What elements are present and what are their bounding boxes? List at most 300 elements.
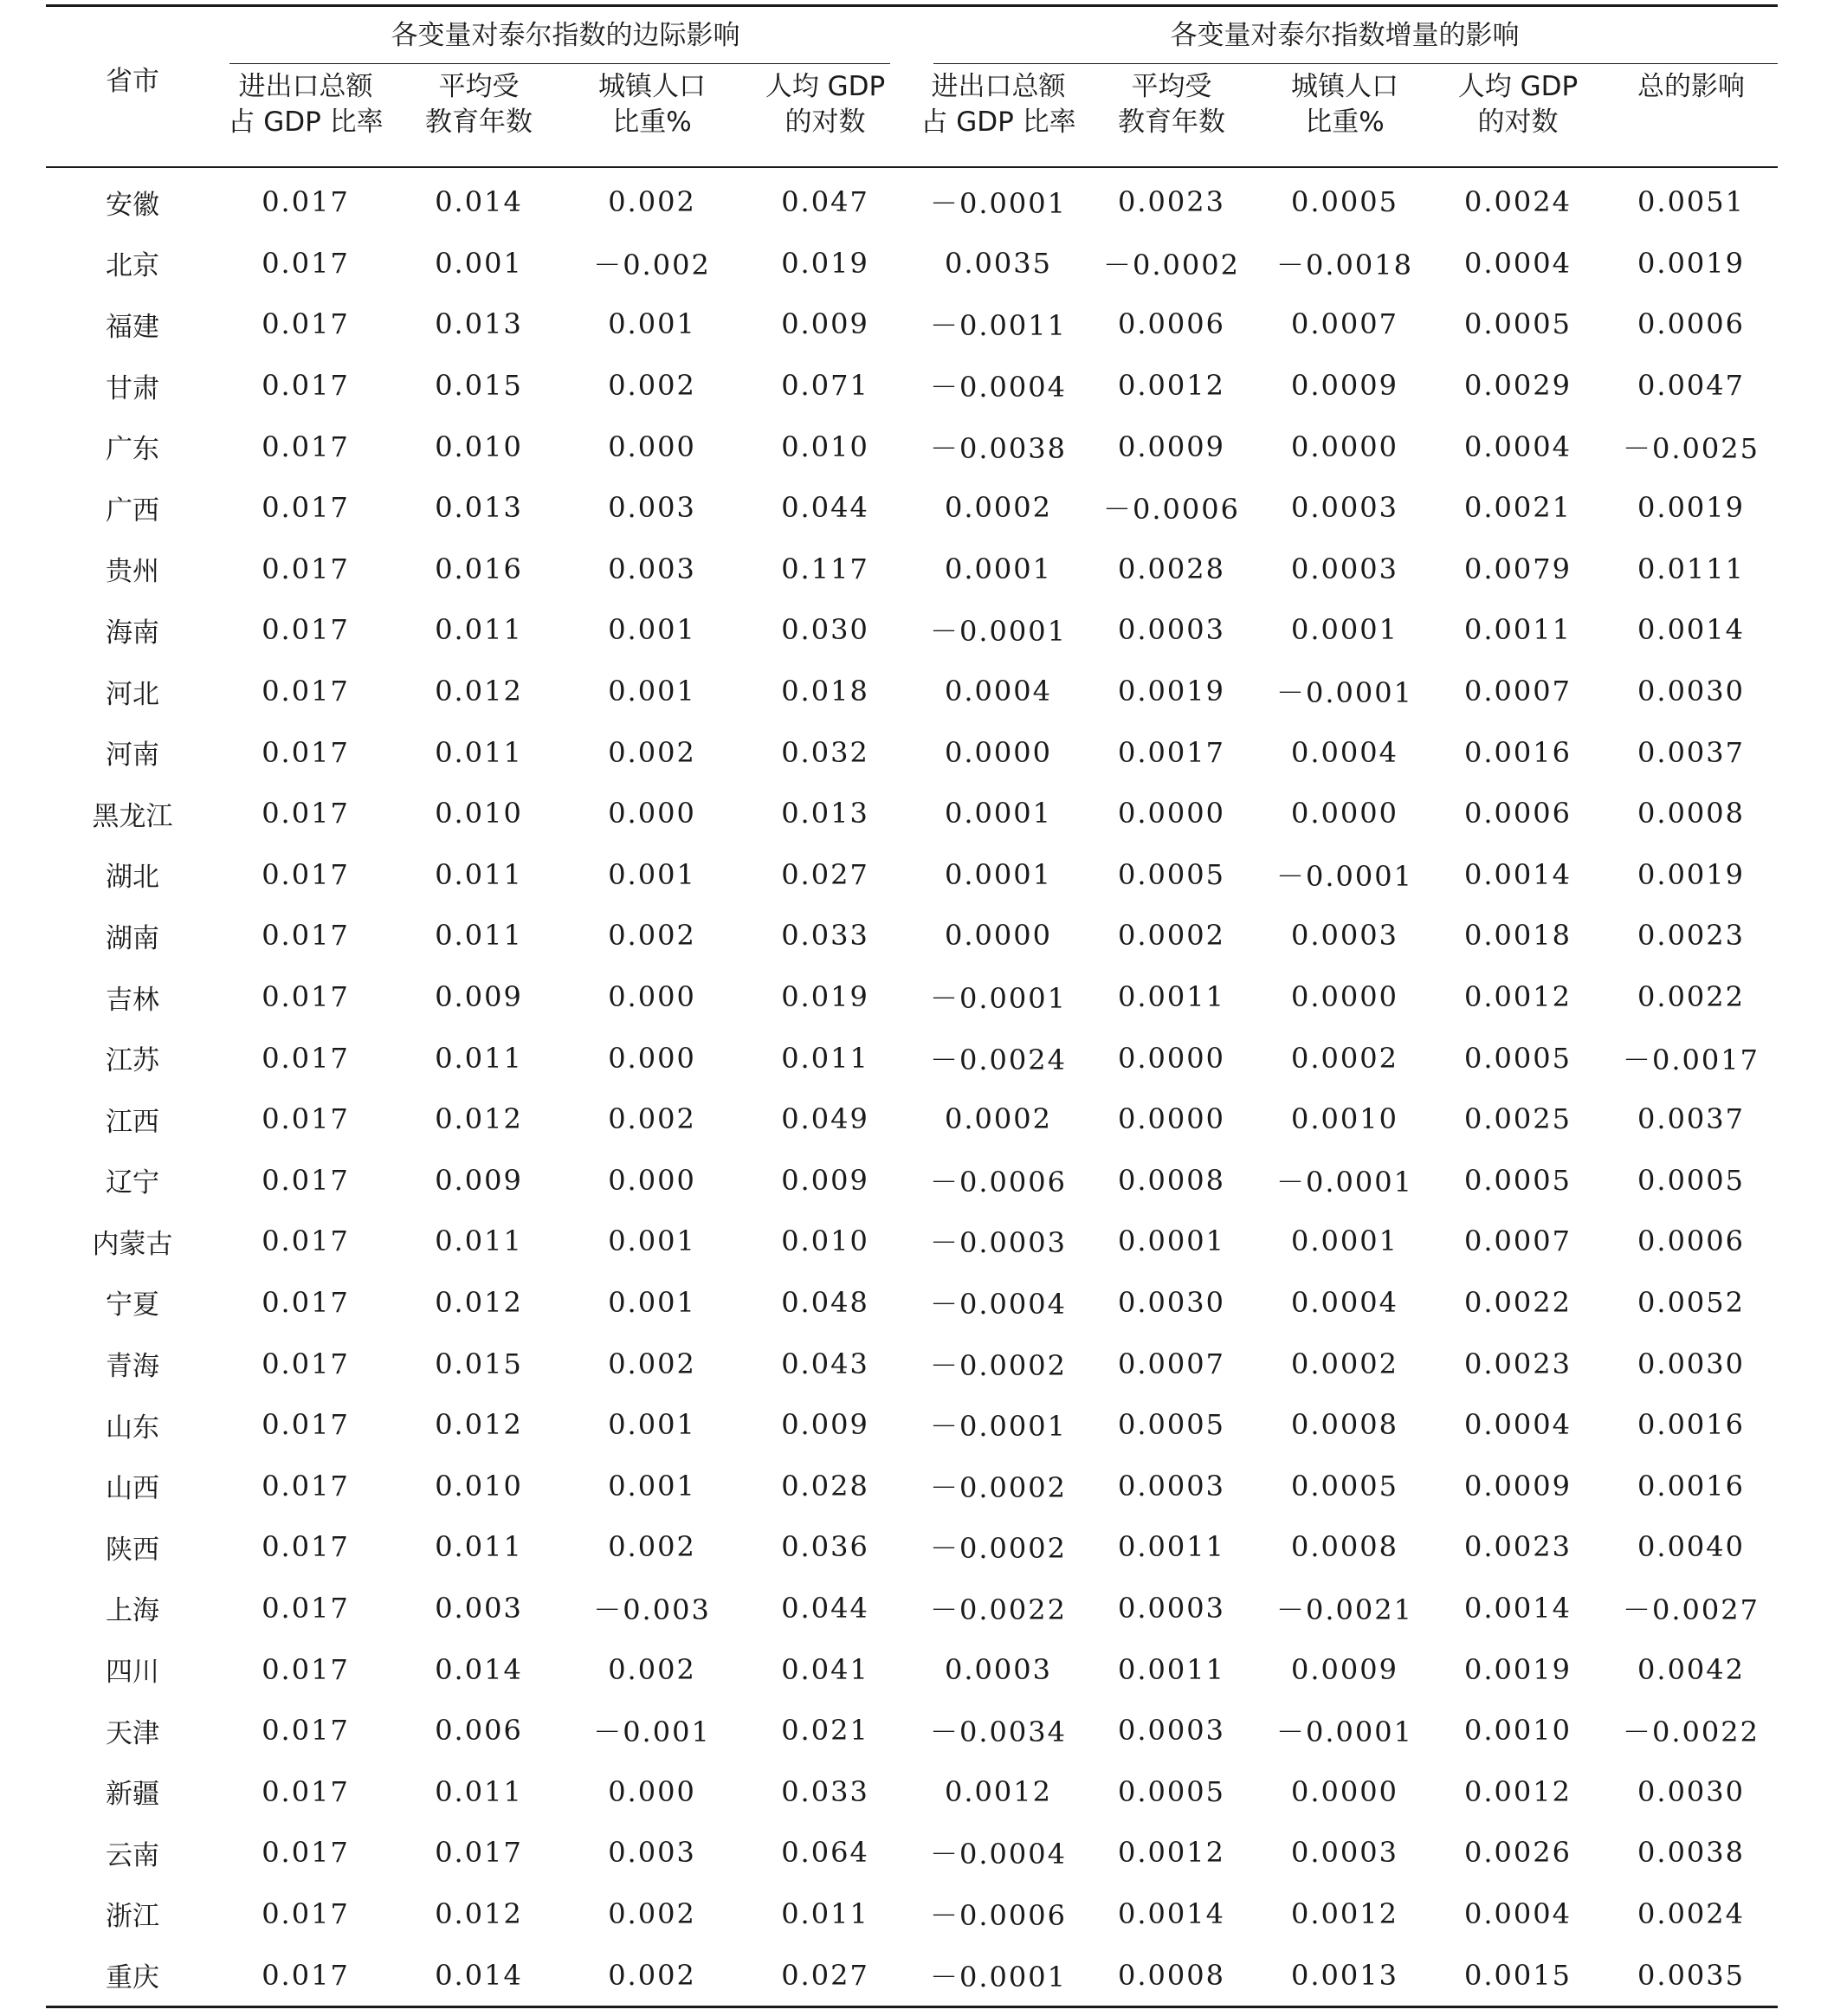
province-cell: 海南 [106, 617, 159, 649]
group-header-increment [912, 6, 1778, 65]
marginal-effect-cell: 0.013 [435, 491, 523, 525]
marginal-effect-cell: 0.017 [262, 552, 350, 585]
column-header-line: 比重% [612, 107, 692, 138]
marginal-effect-cell: 0.001 [435, 246, 523, 280]
marginal-effect-cell: 0.002 [608, 1896, 696, 1930]
marginal-effect-cell: 0.010 [435, 430, 523, 463]
increment-effect-cell: 0.0019 [1637, 246, 1745, 280]
marginal-effect-cell: 0.002 [608, 1102, 696, 1136]
increment-effect-cell: 0.0111 [1637, 552, 1745, 585]
marginal-effect-cell: 0.027 [781, 857, 869, 891]
increment-effect-cell: －0.0001 [1276, 1165, 1413, 1199]
marginal-effect-cell: 0.011 [435, 919, 523, 953]
table-row [46, 477, 1778, 539]
increment-effect-cell: 0.0003 [1291, 1836, 1398, 1870]
marginal-effect-cell: 0.011 [435, 857, 523, 891]
increment-effect-cell: 0.0035 [945, 246, 1052, 280]
increment-effect-cell: 0.0005 [1118, 857, 1225, 891]
increment-effect-cell: 0.0012 [1464, 1774, 1572, 1808]
column-header-increment-5 [1605, 64, 1778, 167]
marginal-effect-cell: 0.019 [781, 246, 869, 280]
increment-effect-cell: 0.0000 [945, 919, 1052, 953]
province-cell: 宁夏 [106, 1289, 159, 1321]
marginal-effect-cell: 0.017 [262, 919, 350, 953]
increment-effect-cell: －0.0006 [930, 1898, 1067, 1932]
increment-effect-cell: －0.0001 [1276, 676, 1413, 710]
increment-effect-cell: －0.0001 [912, 1944, 1085, 2006]
increment-effect-cell: 0.0001 [1291, 613, 1398, 647]
column-header-line: 进出口总额 [238, 71, 373, 102]
increment-effect-cell: 0.0000 [1118, 1102, 1225, 1136]
increment-effect-cell: 0.0001 [945, 797, 1052, 830]
increment-effect-cell: －0.0006 [930, 1165, 1067, 1199]
marginal-effect-cell: 0.032 [781, 735, 869, 769]
table-row [46, 539, 1778, 600]
marginal-effect-cell: 0.017 [262, 1774, 350, 1808]
marginal-effect-cell: 0.011 [435, 1041, 523, 1075]
province-cell: 广东 [106, 434, 159, 466]
marginal-effect-cell: 0.016 [435, 552, 523, 585]
group-header-marginal [219, 6, 912, 65]
province-cell: 山东 [106, 1412, 159, 1444]
increment-effect-cell: －0.0011 [930, 309, 1067, 343]
table-row [46, 1944, 1778, 2006]
increment-effect-cell: 0.0015 [1431, 1944, 1605, 2006]
increment-effect-cell: 0.0003 [1118, 1469, 1225, 1502]
increment-effect-cell: 0.0000 [1291, 1774, 1398, 1808]
column-header-row [46, 64, 1778, 167]
increment-effect-cell: 0.0002 [1291, 1347, 1398, 1380]
increment-effect-cell: 0.0018 [1464, 919, 1572, 953]
marginal-effect-cell: 0.049 [781, 1102, 869, 1136]
increment-effect-cell: 0.0037 [1637, 1102, 1745, 1136]
increment-effect-cell: 0.0001 [945, 552, 1052, 585]
increment-effect-cell: 0.0012 [1291, 1896, 1398, 1930]
increment-effect-cell: 0.0009 [1118, 430, 1225, 463]
increment-effect-cell: 0.0005 [1464, 1041, 1572, 1075]
marginal-effect-cell: 0.021 [781, 1714, 869, 1748]
marginal-effect-cell: 0.017 [262, 246, 350, 280]
column-header-line: 总的影响 [1637, 71, 1746, 102]
increment-effect-cell: 0.0003 [945, 1652, 1052, 1686]
increment-effect-cell: －0.0002 [930, 1470, 1067, 1504]
increment-effect-cell: －0.0001 [930, 615, 1067, 649]
table-row [46, 661, 1778, 722]
column-header-marginal-3 [565, 64, 739, 167]
increment-effect-cell: －0.0004 [930, 371, 1067, 404]
table-row [46, 355, 1778, 417]
increment-effect-cell: 0.0011 [1118, 980, 1225, 1014]
marginal-effect-cell: 0.017 [262, 1591, 350, 1625]
increment-effect-cell: －0.0018 [1276, 248, 1413, 281]
increment-effect-cell: 0.0014 [1118, 1896, 1225, 1930]
increment-effect-cell: 0.0011 [1464, 613, 1572, 647]
increment-effect-cell: 0.0000 [1118, 1041, 1225, 1075]
increment-effect-cell: 0.0007 [1464, 675, 1572, 708]
marginal-effect-cell: 0.003 [435, 1591, 523, 1625]
marginal-effect-cell: 0.015 [435, 369, 523, 403]
column-header-line: 城镇人口 [598, 71, 706, 102]
marginal-effect-cell: 0.010 [781, 1224, 869, 1258]
marginal-effect-cell: 0.009 [781, 1163, 869, 1197]
marginal-effect-cell: 0.043 [781, 1347, 869, 1380]
column-header-increment-2 [1085, 64, 1258, 167]
increment-effect-cell: 0.0016 [1464, 735, 1572, 769]
table-row [46, 1394, 1778, 1456]
increment-effect-cell: 0.0001 [1118, 1224, 1225, 1258]
increment-effect-cell: 0.0030 [1637, 675, 1745, 708]
table-row [46, 1516, 1778, 1578]
table-row [46, 1150, 1778, 1212]
marginal-effect-cell: 0.033 [781, 1774, 869, 1808]
increment-effect-cell: 0.0047 [1637, 369, 1745, 403]
marginal-effect-cell: 0.044 [781, 1591, 869, 1625]
marginal-effect-cell: 0.017 [262, 1224, 350, 1258]
increment-effect-cell: －0.0022 [930, 1593, 1067, 1626]
province-cell: 陕西 [106, 1534, 159, 1566]
marginal-effect-cell: 0.017 [262, 613, 350, 647]
group-underline-marginal [229, 63, 890, 64]
increment-effect-cell: －0.0021 [1276, 1593, 1413, 1626]
province-cell: 青海 [106, 1351, 159, 1383]
increment-effect-cell: 0.0024 [1637, 1896, 1745, 1930]
column-header-marginal-2 [392, 64, 565, 167]
marginal-effect-cell: 0.011 [435, 1224, 523, 1258]
province-cell: 广西 [106, 494, 159, 527]
increment-effect-cell: 0.0006 [1118, 307, 1225, 341]
column-header-line: 比重% [1305, 107, 1385, 138]
table-row [46, 1761, 1778, 1822]
increment-effect-cell: －0.0017 [1623, 1043, 1760, 1076]
increment-effect-cell: 0.0023 [1118, 185, 1225, 219]
increment-effect-cell: 0.0007 [1291, 307, 1398, 341]
column-header-line: 平均受 [1131, 71, 1212, 102]
increment-effect-cell: 0.0005 [1118, 1774, 1225, 1808]
increment-effect-cell: －0.0001 [930, 1410, 1067, 1444]
marginal-effect-cell: 0.064 [781, 1836, 869, 1870]
table-row [46, 1700, 1778, 1761]
increment-effect-cell: 0.0004 [1464, 246, 1572, 280]
increment-effect-cell: 0.0037 [1637, 735, 1745, 769]
increment-effect-cell: 0.0010 [1464, 1714, 1572, 1748]
marginal-effect-cell: 0.000 [608, 1163, 696, 1197]
column-header-line: 占 GDP 比率 [920, 107, 1076, 138]
marginal-effect-cell: 0.009 [435, 980, 523, 1014]
province-cell: 内蒙古 [92, 1228, 173, 1260]
increment-effect-cell: －0.0034 [930, 1716, 1067, 1749]
marginal-effect-cell: 0.017 [262, 1530, 350, 1564]
increment-effect-cell: －0.0027 [1623, 1593, 1760, 1626]
marginal-effect-cell: 0.012 [435, 1285, 523, 1319]
increment-effect-cell: 0.0005 [1291, 185, 1398, 219]
increment-effect-cell: －0.0002 [930, 1532, 1067, 1566]
province-cell: 新疆 [106, 1779, 159, 1811]
marginal-effect-cell: 0.000 [608, 1041, 696, 1075]
increment-effect-cell: 0.0030 [1637, 1347, 1745, 1380]
increment-effect-cell: 0.0008 [1118, 1163, 1225, 1197]
increment-effect-cell: －0.0038 [930, 431, 1067, 465]
province-header: 省市 [46, 6, 219, 168]
marginal-effect-cell: 0.017 [435, 1836, 523, 1870]
marginal-effect-cell: 0.071 [781, 369, 869, 403]
province-cell: 天津 [106, 1717, 159, 1749]
table-row [46, 1211, 1778, 1272]
increment-effect-cell: 0.0003 [1291, 919, 1398, 953]
table-row [46, 721, 1778, 783]
group-header-row [46, 6, 1778, 65]
increment-effect-cell: 0.0008 [1291, 1408, 1398, 1442]
column-header-increment-4 [1431, 64, 1605, 167]
marginal-effect-cell: 0.001 [608, 1469, 696, 1502]
theil-index-table [46, 4, 1778, 2008]
marginal-effect-cell: 0.011 [435, 1774, 523, 1808]
table-row [46, 416, 1778, 477]
increment-effect-cell: 0.0003 [1118, 613, 1225, 647]
marginal-effect-cell: 0.012 [435, 1102, 523, 1136]
increment-effect-cell: 0.0012 [1464, 980, 1572, 1014]
increment-effect-cell: 0.0005 [1291, 1469, 1398, 1502]
increment-effect-cell: 0.0005 [1464, 307, 1572, 341]
marginal-effect-cell: 0.012 [435, 1408, 523, 1442]
increment-effect-cell: 0.0000 [945, 735, 1052, 769]
increment-effect-cell: 0.0012 [1118, 1836, 1225, 1870]
increment-effect-cell: 0.0000 [1291, 430, 1398, 463]
marginal-effect-cell: 0.030 [781, 613, 869, 647]
column-header-line: 人均 GDP [1457, 71, 1579, 102]
marginal-effect-cell: 0.033 [781, 919, 869, 953]
increment-effect-cell: 0.0000 [1118, 797, 1225, 830]
marginal-effect-cell: 0.017 [262, 1836, 350, 1870]
marginal-effect-cell: 0.000 [608, 797, 696, 830]
increment-effect-cell: 0.0022 [1637, 980, 1745, 1014]
marginal-effect-cell: 0.012 [435, 1896, 523, 1930]
increment-effect-cell: －0.0003 [930, 1226, 1067, 1260]
increment-effect-cell: 0.0029 [1464, 369, 1572, 403]
increment-effect-cell: －0.0025 [1623, 431, 1760, 465]
table-row [46, 844, 1778, 906]
increment-effect-cell: －0.0002 [930, 1348, 1067, 1382]
marginal-effect-cell: 0.017 [262, 1652, 350, 1686]
increment-effect-cell: 0.0012 [1118, 369, 1225, 403]
marginal-effect-cell: 0.002 [608, 1530, 696, 1564]
province-cell: 吉林 [106, 984, 159, 1016]
province-cell: 黑龙江 [92, 800, 173, 832]
increment-effect-cell: 0.0030 [1118, 1285, 1225, 1319]
marginal-effect-cell: 0.048 [781, 1285, 869, 1319]
marginal-effect-cell: 0.002 [608, 919, 696, 953]
increment-effect-cell: 0.0007 [1464, 1224, 1572, 1258]
column-header-line: 教育年数 [1118, 107, 1225, 138]
increment-effect-cell: 0.0012 [945, 1774, 1052, 1808]
table-row [46, 233, 1778, 294]
marginal-effect-cell: 0.017 [262, 369, 350, 403]
marginal-effect-cell: 0.003 [608, 1836, 696, 1870]
increment-effect-cell: 0.0001 [945, 857, 1052, 891]
province-cell: 福建 [106, 311, 159, 343]
marginal-effect-cell: 0.014 [392, 1944, 565, 2006]
marginal-effect-cell: 0.010 [781, 430, 869, 463]
marginal-effect-cell: 0.003 [608, 491, 696, 525]
table-row [46, 783, 1778, 844]
province-cell: 江西 [106, 1106, 159, 1138]
increment-effect-cell: 0.0010 [1291, 1102, 1398, 1136]
marginal-effect-cell: 0.018 [781, 675, 869, 708]
increment-effect-cell: 0.0079 [1464, 552, 1572, 585]
increment-effect-cell: 0.0007 [1118, 1347, 1225, 1380]
increment-effect-cell: 0.0021 [1464, 491, 1572, 525]
increment-effect-cell: 0.0011 [1118, 1530, 1225, 1564]
marginal-effect-cell: －0.001 [593, 1716, 711, 1749]
increment-effect-cell: 0.0038 [1637, 1836, 1745, 1870]
table-row [46, 1333, 1778, 1394]
province-cell: 云南 [106, 1839, 159, 1871]
marginal-effect-cell: 0.017 [262, 1469, 350, 1502]
marginal-effect-cell: 0.000 [608, 430, 696, 463]
increment-effect-cell: 0.0004 [945, 675, 1052, 708]
increment-effect-cell: －0.0001 [1276, 1716, 1413, 1749]
marginal-effect-cell: 0.047 [781, 185, 869, 219]
increment-effect-cell: 0.0024 [1464, 185, 1572, 219]
increment-effect-cell: 0.0016 [1637, 1469, 1745, 1502]
marginal-effect-cell: 0.017 [262, 491, 350, 525]
province-cell: 四川 [106, 1657, 159, 1689]
marginal-effect-cell: 0.011 [435, 613, 523, 647]
province-cell: 湖南 [106, 922, 159, 954]
marginal-effect-cell: 0.017 [262, 1163, 350, 1197]
marginal-effect-cell: 0.041 [781, 1652, 869, 1686]
column-header-line: 城镇人口 [1291, 71, 1398, 102]
table-body [46, 167, 1778, 2006]
marginal-effect-cell: 0.011 [435, 1530, 523, 1564]
increment-effect-cell: 0.0040 [1637, 1530, 1745, 1564]
marginal-effect-cell: 0.017 [262, 1896, 350, 1930]
increment-effect-cell: 0.0000 [1291, 797, 1398, 830]
increment-effect-cell: 0.0030 [1637, 1774, 1745, 1808]
marginal-effect-cell: 0.013 [781, 797, 869, 830]
increment-effect-cell: 0.0009 [1291, 1652, 1398, 1686]
table-row [46, 966, 1778, 1028]
table-row [46, 1455, 1778, 1516]
column-header-line: 进出口总额 [931, 71, 1066, 102]
increment-effect-cell: 0.0003 [1118, 1591, 1225, 1625]
marginal-effect-cell: 0.017 [262, 735, 350, 769]
province-cell: 安徽 [106, 189, 159, 221]
increment-effect-cell: 0.0028 [1118, 552, 1225, 585]
province-cell: 重庆 [46, 1944, 219, 2006]
increment-effect-cell: 0.0011 [1118, 1652, 1225, 1686]
marginal-effect-cell: 0.036 [781, 1530, 869, 1564]
province-cell: 江苏 [106, 1045, 159, 1077]
marginal-effect-cell: 0.028 [781, 1469, 869, 1502]
table-row [46, 1578, 1778, 1639]
marginal-effect-cell: 0.011 [435, 735, 523, 769]
increment-effect-cell: 0.0004 [1464, 430, 1572, 463]
marginal-effect-cell: 0.010 [435, 797, 523, 830]
increment-effect-cell: 0.0005 [1637, 1163, 1745, 1197]
increment-effect-cell: 0.0004 [1291, 735, 1398, 769]
increment-effect-cell: －0.0022 [1623, 1716, 1760, 1749]
marginal-effect-cell: 0.027 [739, 1944, 912, 2006]
province-cell: 甘肃 [106, 372, 159, 404]
marginal-effect-cell: 0.017 [262, 1408, 350, 1442]
increment-effect-cell: －0.0004 [930, 1287, 1067, 1321]
increment-effect-cell: 0.0002 [945, 1102, 1052, 1136]
increment-effect-cell: 0.0004 [1291, 1285, 1398, 1319]
increment-effect-cell: 0.0014 [1464, 1591, 1572, 1625]
marginal-effect-cell: 0.002 [565, 1944, 739, 2006]
column-header-line: 的对数 [1477, 107, 1559, 138]
province-cell: 辽宁 [106, 1167, 159, 1199]
marginal-effect-cell: 0.017 [262, 1102, 350, 1136]
marginal-effect-cell: 0.017 [262, 675, 350, 708]
marginal-effect-cell: 0.002 [608, 1652, 696, 1686]
marginal-effect-cell: 0.011 [781, 1041, 869, 1075]
table-row [46, 167, 1778, 233]
increment-effect-cell: －0.0001 [930, 982, 1067, 1016]
column-header-line: 平均受 [438, 71, 520, 102]
increment-effect-cell: 0.0003 [1291, 491, 1398, 525]
increment-effect-cell: 0.0005 [1118, 1408, 1225, 1442]
marginal-effect-cell: －0.002 [593, 248, 711, 281]
increment-effect-cell: 0.0003 [1291, 552, 1398, 585]
increment-effect-cell: 0.0003 [1118, 1714, 1225, 1748]
marginal-effect-cell: 0.002 [608, 735, 696, 769]
province-cell: 贵州 [106, 556, 159, 588]
marginal-effect-cell: 0.001 [608, 857, 696, 891]
marginal-effect-cell: 0.001 [608, 675, 696, 708]
column-header-marginal-4 [739, 64, 912, 167]
increment-effect-cell: 0.0023 [1464, 1530, 1572, 1564]
marginal-effect-cell: 0.117 [781, 552, 869, 585]
increment-effect-cell: 0.0002 [1118, 919, 1225, 953]
increment-effect-cell: －0.0002 [1103, 248, 1240, 281]
increment-effect-cell: 0.0023 [1637, 919, 1745, 953]
table-row [46, 1272, 1778, 1334]
column-header-line: 教育年数 [425, 107, 533, 138]
increment-effect-cell: 0.0008 [1291, 1530, 1398, 1564]
marginal-effect-cell: 0.001 [608, 1285, 696, 1319]
increment-effect-cell: 0.0014 [1637, 613, 1745, 647]
marginal-effect-cell: 0.003 [608, 552, 696, 585]
increment-effect-cell: 0.0019 [1118, 675, 1225, 708]
increment-effect-cell: 0.0009 [1464, 1469, 1572, 1502]
marginal-effect-cell: 0.017 [262, 1714, 350, 1748]
increment-effect-cell: 0.0022 [1464, 1285, 1572, 1319]
marginal-effect-cell: 0.017 [262, 185, 350, 219]
increment-effect-cell: 0.0008 [1085, 1944, 1258, 2006]
marginal-effect-cell: 0.000 [608, 1774, 696, 1808]
marginal-effect-cell: 0.000 [608, 980, 696, 1014]
marginal-effect-cell: 0.017 [262, 797, 350, 830]
province-cell: 河北 [106, 678, 159, 710]
increment-effect-cell: －0.0006 [1103, 493, 1240, 527]
province-cell: 上海 [106, 1595, 159, 1627]
increment-effect-cell: 0.0016 [1637, 1408, 1745, 1442]
marginal-effect-cell: 0.017 [262, 980, 350, 1014]
marginal-effect-cell: 0.001 [608, 1408, 696, 1442]
group-underline-increment [933, 63, 1778, 64]
marginal-effect-cell: 0.044 [781, 491, 869, 525]
marginal-effect-cell: 0.009 [435, 1163, 523, 1197]
increment-effect-cell: 0.0001 [1291, 1224, 1398, 1258]
province-cell: 北京 [106, 250, 159, 282]
column-header-marginal-1 [219, 64, 392, 167]
marginal-effect-cell: 0.017 [262, 430, 350, 463]
increment-effect-cell: 0.0006 [1637, 307, 1745, 341]
marginal-effect-cell: 0.001 [608, 1224, 696, 1258]
increment-effect-cell: －0.0001 [1276, 859, 1413, 893]
marginal-effect-cell: 0.019 [781, 980, 869, 1014]
